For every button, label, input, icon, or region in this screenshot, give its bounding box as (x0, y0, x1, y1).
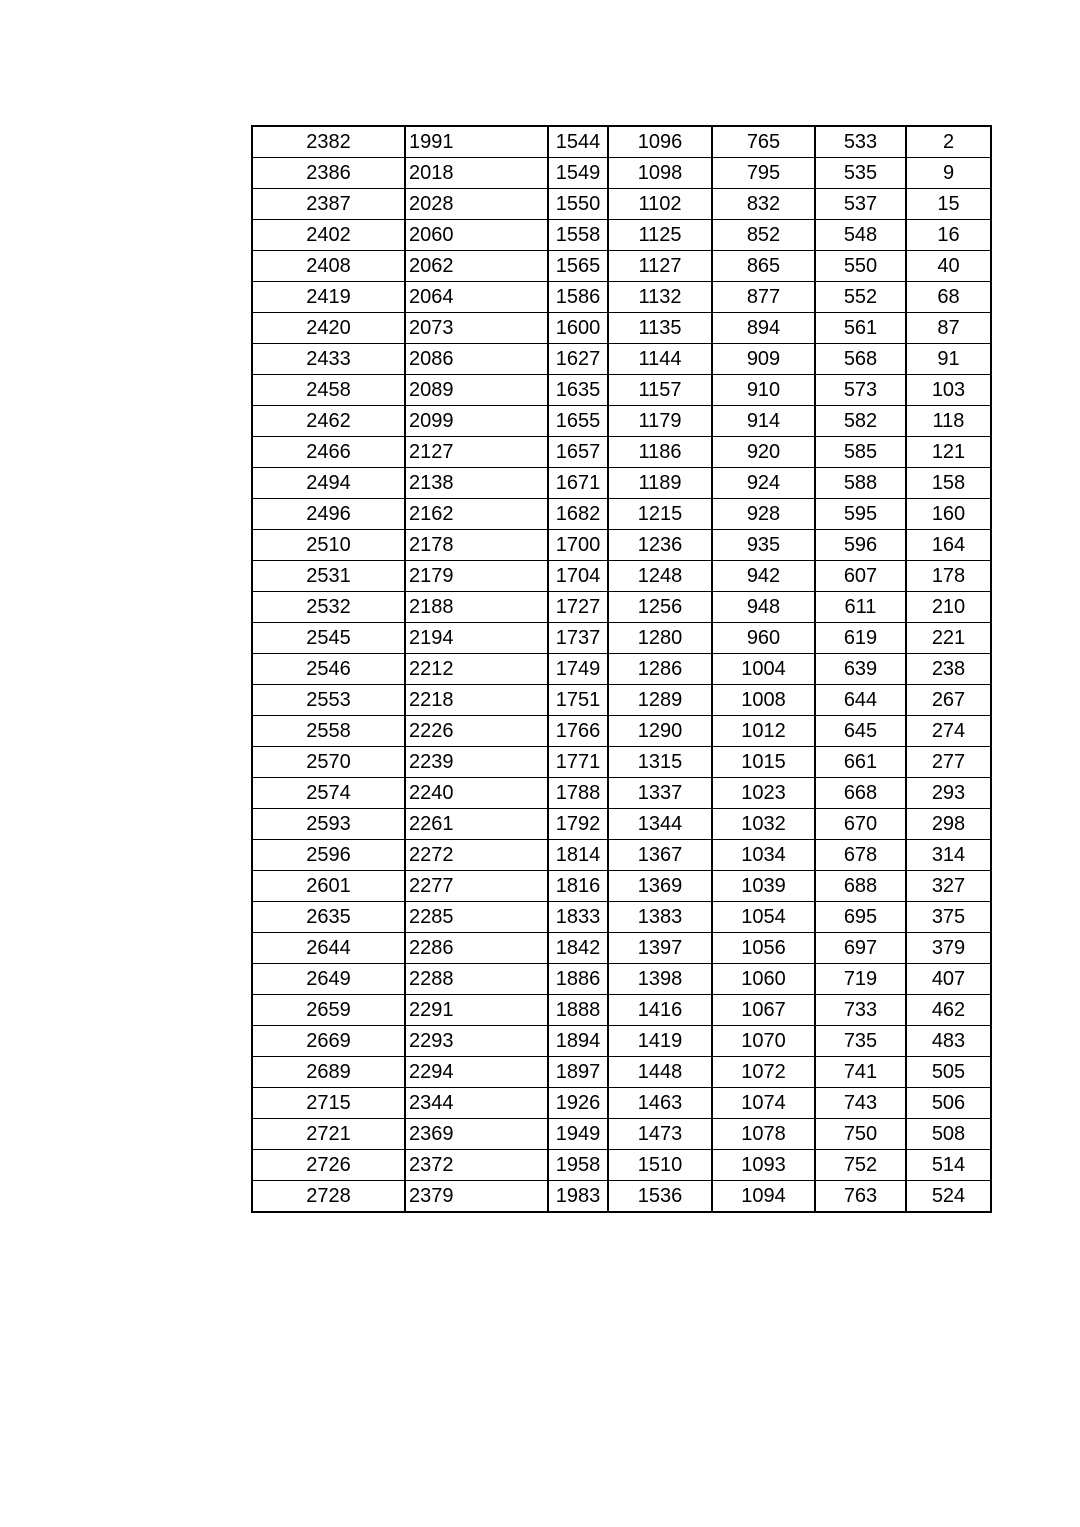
table-cell: 1671 (548, 468, 608, 499)
table-row (252, 623, 991, 654)
table-cell: 2462 (252, 406, 405, 437)
table-cell: 15 (906, 189, 991, 220)
table-cell: 924 (712, 468, 815, 499)
table-cell: 960 (712, 623, 815, 654)
table-cell: 2466 (252, 437, 405, 468)
table-cell: 639 (815, 654, 906, 685)
table-cell: 505 (906, 1057, 991, 1088)
table-cell: 1012 (712, 716, 815, 747)
table-cell: 1127 (608, 251, 712, 282)
table-cell: 1792 (548, 809, 608, 840)
table-cell: 1788 (548, 778, 608, 809)
table-cell: 1473 (608, 1119, 712, 1150)
table-row (252, 282, 991, 313)
table-cell: 1550 (548, 189, 608, 220)
table-cell: 2728 (252, 1181, 405, 1213)
table-cell: 2127 (405, 437, 548, 468)
table-cell: 2382 (252, 126, 405, 158)
table-cell: 2212 (405, 654, 548, 685)
table-cell: 2060 (405, 220, 548, 251)
table-cell: 750 (815, 1119, 906, 1150)
table-row (252, 1026, 991, 1057)
table-cell: 1536 (608, 1181, 712, 1213)
table-cell: 661 (815, 747, 906, 778)
table-cell: 1897 (548, 1057, 608, 1088)
table-row (252, 1119, 991, 1150)
table-row (252, 685, 991, 716)
table-row (252, 126, 991, 158)
table-cell: 1074 (712, 1088, 815, 1119)
table-cell: 16 (906, 220, 991, 251)
table-row (252, 251, 991, 282)
table-cell: 1397 (608, 933, 712, 964)
table-cell: 2596 (252, 840, 405, 871)
table-cell: 1655 (548, 406, 608, 437)
table-cell: 2545 (252, 623, 405, 654)
table-cell: 550 (815, 251, 906, 282)
table-cell: 2419 (252, 282, 405, 313)
table-cell: 2062 (405, 251, 548, 282)
table-cell: 2558 (252, 716, 405, 747)
table-cell: 2574 (252, 778, 405, 809)
table-cell: 1256 (608, 592, 712, 623)
table-cell: 1289 (608, 685, 712, 716)
table-cell: 763 (815, 1181, 906, 1213)
table-cell: 2286 (405, 933, 548, 964)
table-cell: 920 (712, 437, 815, 468)
table-cell: 1215 (608, 499, 712, 530)
table-cell: 2194 (405, 623, 548, 654)
table-cell: 595 (815, 499, 906, 530)
table-cell: 1034 (712, 840, 815, 871)
table-row (252, 716, 991, 747)
table-cell: 2138 (405, 468, 548, 499)
table-cell: 1635 (548, 375, 608, 406)
table-cell: 2028 (405, 189, 548, 220)
table-row (252, 406, 991, 437)
table-cell: 1004 (712, 654, 815, 685)
table-cell: 894 (712, 313, 815, 344)
table-cell: 40 (906, 251, 991, 282)
table-row (252, 933, 991, 964)
table-cell: 2593 (252, 809, 405, 840)
table-row (252, 189, 991, 220)
table-row (252, 654, 991, 685)
table-cell: 1098 (608, 158, 712, 189)
table-cell: 277 (906, 747, 991, 778)
table-cell: 87 (906, 313, 991, 344)
table-cell: 1700 (548, 530, 608, 561)
table-cell: 2188 (405, 592, 548, 623)
table-cell: 942 (712, 561, 815, 592)
table-cell: 1958 (548, 1150, 608, 1181)
table-cell: 1132 (608, 282, 712, 313)
table-row (252, 809, 991, 840)
table-cell: 1926 (548, 1088, 608, 1119)
table-cell: 2369 (405, 1119, 548, 1150)
table-cell: 1814 (548, 840, 608, 871)
table-cell: 2064 (405, 282, 548, 313)
table-cell: 865 (712, 251, 815, 282)
table-cell: 2272 (405, 840, 548, 871)
table-cell: 1102 (608, 189, 712, 220)
table-cell: 1886 (548, 964, 608, 995)
table-cell: 1383 (608, 902, 712, 933)
table-cell: 2291 (405, 995, 548, 1026)
table-cell: 2669 (252, 1026, 405, 1057)
table-cell: 607 (815, 561, 906, 592)
table-cell: 2294 (405, 1057, 548, 1088)
table-row (252, 437, 991, 468)
table-row (252, 468, 991, 499)
table-cell: 514 (906, 1150, 991, 1181)
table-cell: 2344 (405, 1088, 548, 1119)
table-cell: 2726 (252, 1150, 405, 1181)
table-row (252, 592, 991, 623)
table-cell: 9 (906, 158, 991, 189)
table-cell: 2689 (252, 1057, 405, 1088)
table-cell: 1544 (548, 126, 608, 158)
table-cell: 375 (906, 902, 991, 933)
table-cell: 1144 (608, 344, 712, 375)
table-cell: 2496 (252, 499, 405, 530)
table-cell: 573 (815, 375, 906, 406)
table-cell: 832 (712, 189, 815, 220)
table-cell: 2510 (252, 530, 405, 561)
table-cell: 596 (815, 530, 906, 561)
table-cell: 743 (815, 1088, 906, 1119)
table-cell: 1751 (548, 685, 608, 716)
table-cell: 2162 (405, 499, 548, 530)
table-cell: 1039 (712, 871, 815, 902)
table-cell: 2531 (252, 561, 405, 592)
table-cell: 668 (815, 778, 906, 809)
table-cell: 2387 (252, 189, 405, 220)
table-row (252, 1181, 991, 1213)
table-cell: 524 (906, 1181, 991, 1213)
table-row (252, 871, 991, 902)
table-cell: 267 (906, 685, 991, 716)
table-cell: 2372 (405, 1150, 548, 1181)
table-cell: 2285 (405, 902, 548, 933)
table-cell: 2277 (405, 871, 548, 902)
table-cell: 2018 (405, 158, 548, 189)
table-cell: 2099 (405, 406, 548, 437)
table-cell: 914 (712, 406, 815, 437)
number-table (251, 125, 992, 1213)
table-row (252, 220, 991, 251)
table-cell: 1894 (548, 1026, 608, 1057)
table-row (252, 964, 991, 995)
table-row (252, 530, 991, 561)
table-cell: 733 (815, 995, 906, 1026)
table-cell: 795 (712, 158, 815, 189)
table-cell: 697 (815, 933, 906, 964)
table-cell: 483 (906, 1026, 991, 1057)
table-cell: 1072 (712, 1057, 815, 1088)
table-cell: 2458 (252, 375, 405, 406)
table-cell: 1096 (608, 126, 712, 158)
table-row (252, 778, 991, 809)
table-cell: 1888 (548, 995, 608, 1026)
table-cell: 1060 (712, 964, 815, 995)
table-cell: 1067 (712, 995, 815, 1026)
table-cell: 1766 (548, 716, 608, 747)
table-cell: 1842 (548, 933, 608, 964)
table-cell: 1682 (548, 499, 608, 530)
table-cell: 688 (815, 871, 906, 902)
table-cell: 877 (712, 282, 815, 313)
table-cell: 568 (815, 344, 906, 375)
table-cell: 1189 (608, 468, 712, 499)
table-cell: 1286 (608, 654, 712, 685)
table-cell: 533 (815, 126, 906, 158)
table-cell: 1157 (608, 375, 712, 406)
table-cell: 1565 (548, 251, 608, 282)
table-cell: 735 (815, 1026, 906, 1057)
table-cell: 1054 (712, 902, 815, 933)
table-row (252, 995, 991, 1026)
table-cell: 1337 (608, 778, 712, 809)
table-cell: 1549 (548, 158, 608, 189)
table-cell: 2644 (252, 933, 405, 964)
table-cell: 1398 (608, 964, 712, 995)
table-cell: 1280 (608, 623, 712, 654)
table-cell: 561 (815, 313, 906, 344)
table-cell: 1949 (548, 1119, 608, 1150)
table-cell: 695 (815, 902, 906, 933)
table-cell: 910 (712, 375, 815, 406)
table-cell: 1135 (608, 313, 712, 344)
table-cell: 2086 (405, 344, 548, 375)
table-row (252, 375, 991, 406)
table-cell: 1094 (712, 1181, 815, 1213)
table-cell: 2073 (405, 313, 548, 344)
table-cell: 1463 (608, 1088, 712, 1119)
table-cell: 221 (906, 623, 991, 654)
table-cell: 462 (906, 995, 991, 1026)
table-cell: 852 (712, 220, 815, 251)
table-cell: 1558 (548, 220, 608, 251)
table-cell: 1369 (608, 871, 712, 902)
table-cell: 741 (815, 1057, 906, 1088)
table-cell: 1179 (608, 406, 712, 437)
table-cell: 2553 (252, 685, 405, 716)
table-cell: 1657 (548, 437, 608, 468)
table-cell: 1816 (548, 871, 608, 902)
table-cell: 1704 (548, 561, 608, 592)
table-cell: 535 (815, 158, 906, 189)
table-cell: 164 (906, 530, 991, 561)
table-cell: 2293 (405, 1026, 548, 1057)
table-row (252, 1057, 991, 1088)
table-cell: 1419 (608, 1026, 712, 1057)
table-cell: 379 (906, 933, 991, 964)
table-cell: 645 (815, 716, 906, 747)
table-cell: 2601 (252, 871, 405, 902)
table-cell: 1186 (608, 437, 712, 468)
table-cell: 1983 (548, 1181, 608, 1213)
table-cell: 670 (815, 809, 906, 840)
table-cell: 327 (906, 871, 991, 902)
table-cell: 407 (906, 964, 991, 995)
table-cell: 1236 (608, 530, 712, 561)
table-cell: 1070 (712, 1026, 815, 1057)
table-cell: 1367 (608, 840, 712, 871)
table-cell: 1416 (608, 995, 712, 1026)
table-cell: 1290 (608, 716, 712, 747)
table-cell: 1833 (548, 902, 608, 933)
table-cell: 2179 (405, 561, 548, 592)
table-cell: 1344 (608, 809, 712, 840)
table-cell: 2715 (252, 1088, 405, 1119)
table-cell: 1448 (608, 1057, 712, 1088)
table-cell: 935 (712, 530, 815, 561)
table-cell: 1991 (405, 126, 548, 158)
table-row (252, 747, 991, 778)
table-cell: 552 (815, 282, 906, 313)
table-row (252, 158, 991, 189)
table-cell: 2649 (252, 964, 405, 995)
table-cell: 2420 (252, 313, 405, 344)
table-cell: 2240 (405, 778, 548, 809)
table-cell: 2 (906, 126, 991, 158)
table-cell: 238 (906, 654, 991, 685)
table-cell: 1510 (608, 1150, 712, 1181)
table-cell: 2659 (252, 995, 405, 1026)
table-cell: 1078 (712, 1119, 815, 1150)
table-cell: 2178 (405, 530, 548, 561)
table-cell: 314 (906, 840, 991, 871)
table-cell: 611 (815, 592, 906, 623)
table-cell: 2288 (405, 964, 548, 995)
table-cell: 1627 (548, 344, 608, 375)
table-row (252, 840, 991, 871)
table-cell: 948 (712, 592, 815, 623)
table-cell: 1125 (608, 220, 712, 251)
table-cell: 619 (815, 623, 906, 654)
table-cell: 2546 (252, 654, 405, 685)
table-row (252, 344, 991, 375)
table-cell: 1008 (712, 685, 815, 716)
table-cell: 2386 (252, 158, 405, 189)
table-cell: 2402 (252, 220, 405, 251)
table-cell: 118 (906, 406, 991, 437)
table-cell: 2635 (252, 902, 405, 933)
table-cell: 1771 (548, 747, 608, 778)
table-cell: 2239 (405, 747, 548, 778)
table-cell: 160 (906, 499, 991, 530)
table-row (252, 902, 991, 933)
table-cell: 103 (906, 375, 991, 406)
table-cell: 1727 (548, 592, 608, 623)
table-cell: 1032 (712, 809, 815, 840)
table-cell: 765 (712, 126, 815, 158)
table-cell: 719 (815, 964, 906, 995)
table-cell: 158 (906, 468, 991, 499)
table-cell: 508 (906, 1119, 991, 1150)
table-cell: 2408 (252, 251, 405, 282)
table-row (252, 1088, 991, 1119)
table-cell: 1315 (608, 747, 712, 778)
table-cell: 2433 (252, 344, 405, 375)
table-cell: 537 (815, 189, 906, 220)
table-cell: 2261 (405, 809, 548, 840)
table-cell: 506 (906, 1088, 991, 1119)
table-cell: 1093 (712, 1150, 815, 1181)
table-cell: 548 (815, 220, 906, 251)
table-cell: 2226 (405, 716, 548, 747)
table-cell: 1737 (548, 623, 608, 654)
table-cell: 68 (906, 282, 991, 313)
table-cell: 1749 (548, 654, 608, 685)
table-cell: 1015 (712, 747, 815, 778)
table-cell: 2721 (252, 1119, 405, 1150)
table-cell: 678 (815, 840, 906, 871)
table-row (252, 313, 991, 344)
table-cell: 274 (906, 716, 991, 747)
table-cell: 210 (906, 592, 991, 623)
table-cell: 2570 (252, 747, 405, 778)
table-cell: 178 (906, 561, 991, 592)
table-cell: 2218 (405, 685, 548, 716)
table-cell: 582 (815, 406, 906, 437)
table-cell: 1023 (712, 778, 815, 809)
table-cell: 2494 (252, 468, 405, 499)
table-cell: 752 (815, 1150, 906, 1181)
table-row (252, 561, 991, 592)
table-cell: 1248 (608, 561, 712, 592)
table-row (252, 1150, 991, 1181)
table-cell: 909 (712, 344, 815, 375)
table-cell: 2379 (405, 1181, 548, 1213)
table-cell: 91 (906, 344, 991, 375)
table-cell: 2089 (405, 375, 548, 406)
table-cell: 1056 (712, 933, 815, 964)
table-cell: 588 (815, 468, 906, 499)
table-cell: 644 (815, 685, 906, 716)
table-cell: 293 (906, 778, 991, 809)
table-cell: 928 (712, 499, 815, 530)
table-row (252, 499, 991, 530)
table-cell: 585 (815, 437, 906, 468)
table-cell: 1586 (548, 282, 608, 313)
table-cell: 1600 (548, 313, 608, 344)
table-cell: 2532 (252, 592, 405, 623)
table-cell: 298 (906, 809, 991, 840)
table-body (252, 126, 991, 1212)
table-cell: 121 (906, 437, 991, 468)
